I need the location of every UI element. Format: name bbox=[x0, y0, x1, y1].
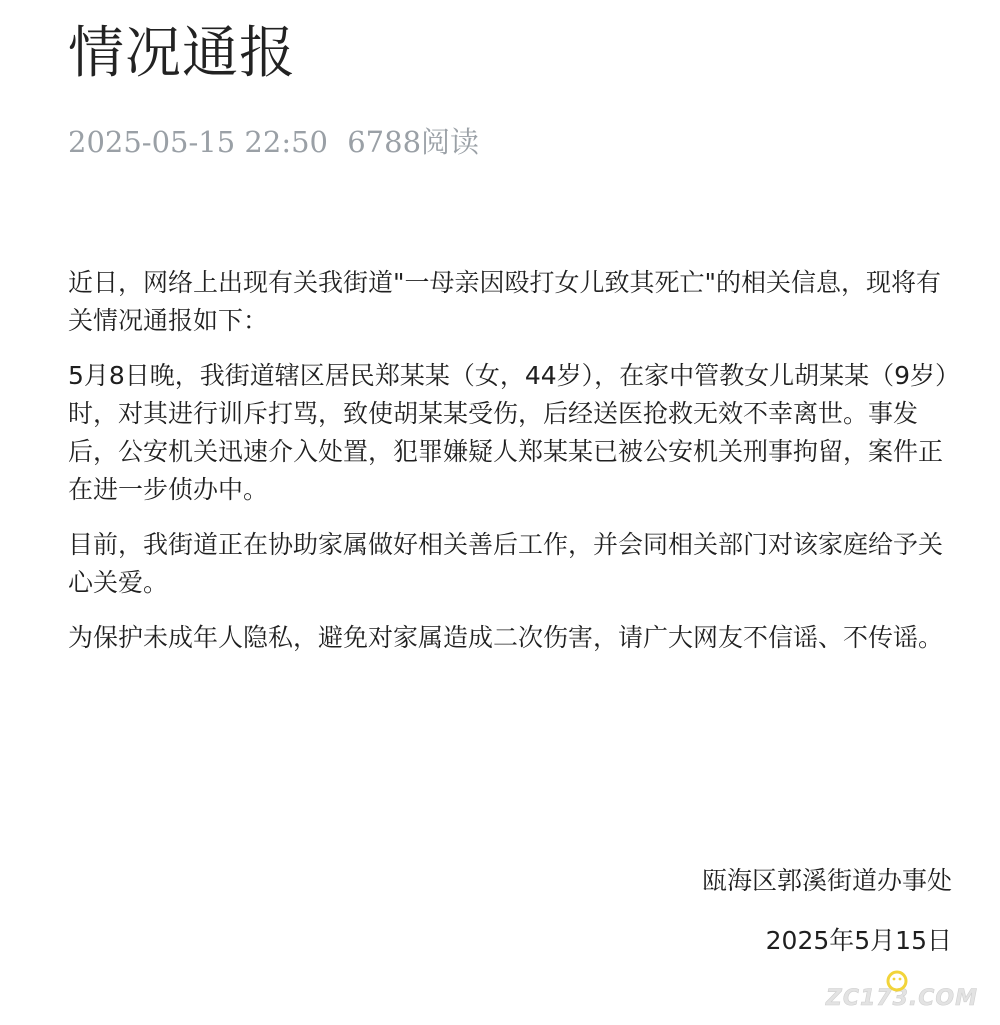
signing-organization: 瓯海区郭溪街道办事处 bbox=[701, 866, 952, 895]
site-watermark bbox=[826, 986, 978, 1011]
paragraph: 目前，我街道正在协助家属做好相关善后工作，并会同相关部门对该家庭给予关心关爱。 bbox=[68, 530, 944, 597]
publish-datetime: 2025-05-15 22:50 bbox=[68, 125, 328, 159]
smiley-icon bbox=[886, 970, 908, 992]
article-meta bbox=[68, 122, 479, 162]
read-count: 6788阅读 bbox=[347, 125, 480, 159]
signing-date: 2025年5月15日 bbox=[765, 926, 952, 955]
paragraph: 5月8日晚，我街道辖区居民郑某某（女，44岁），在家中管教女儿胡某某（9岁）时，对其进行训斥打骂，致使胡某某受伤，后经送医抢救无效不幸离世。事发后，公安机关迅速介入处置，犯罪嫌疑人郑某某已被公安机关刑事拘留，案件正在进一步侦办中。 bbox=[68, 361, 948, 504]
signature-block bbox=[702, 862, 952, 960]
paragraph: 近日，网络上出现有关我街道"一母亲因殴打女儿致其死亡"的相关信息，现将有关情况通报如下： bbox=[68, 268, 942, 335]
article-body bbox=[68, 264, 960, 674]
paragraph: 为保护未成年人隐私，避免对家属造成二次伤害，请广大网友不信谣、不传谣。 bbox=[68, 623, 944, 652]
watermark-text: ZC173.COM bbox=[825, 986, 978, 1011]
page-title: 情况通报 bbox=[68, 21, 296, 86]
